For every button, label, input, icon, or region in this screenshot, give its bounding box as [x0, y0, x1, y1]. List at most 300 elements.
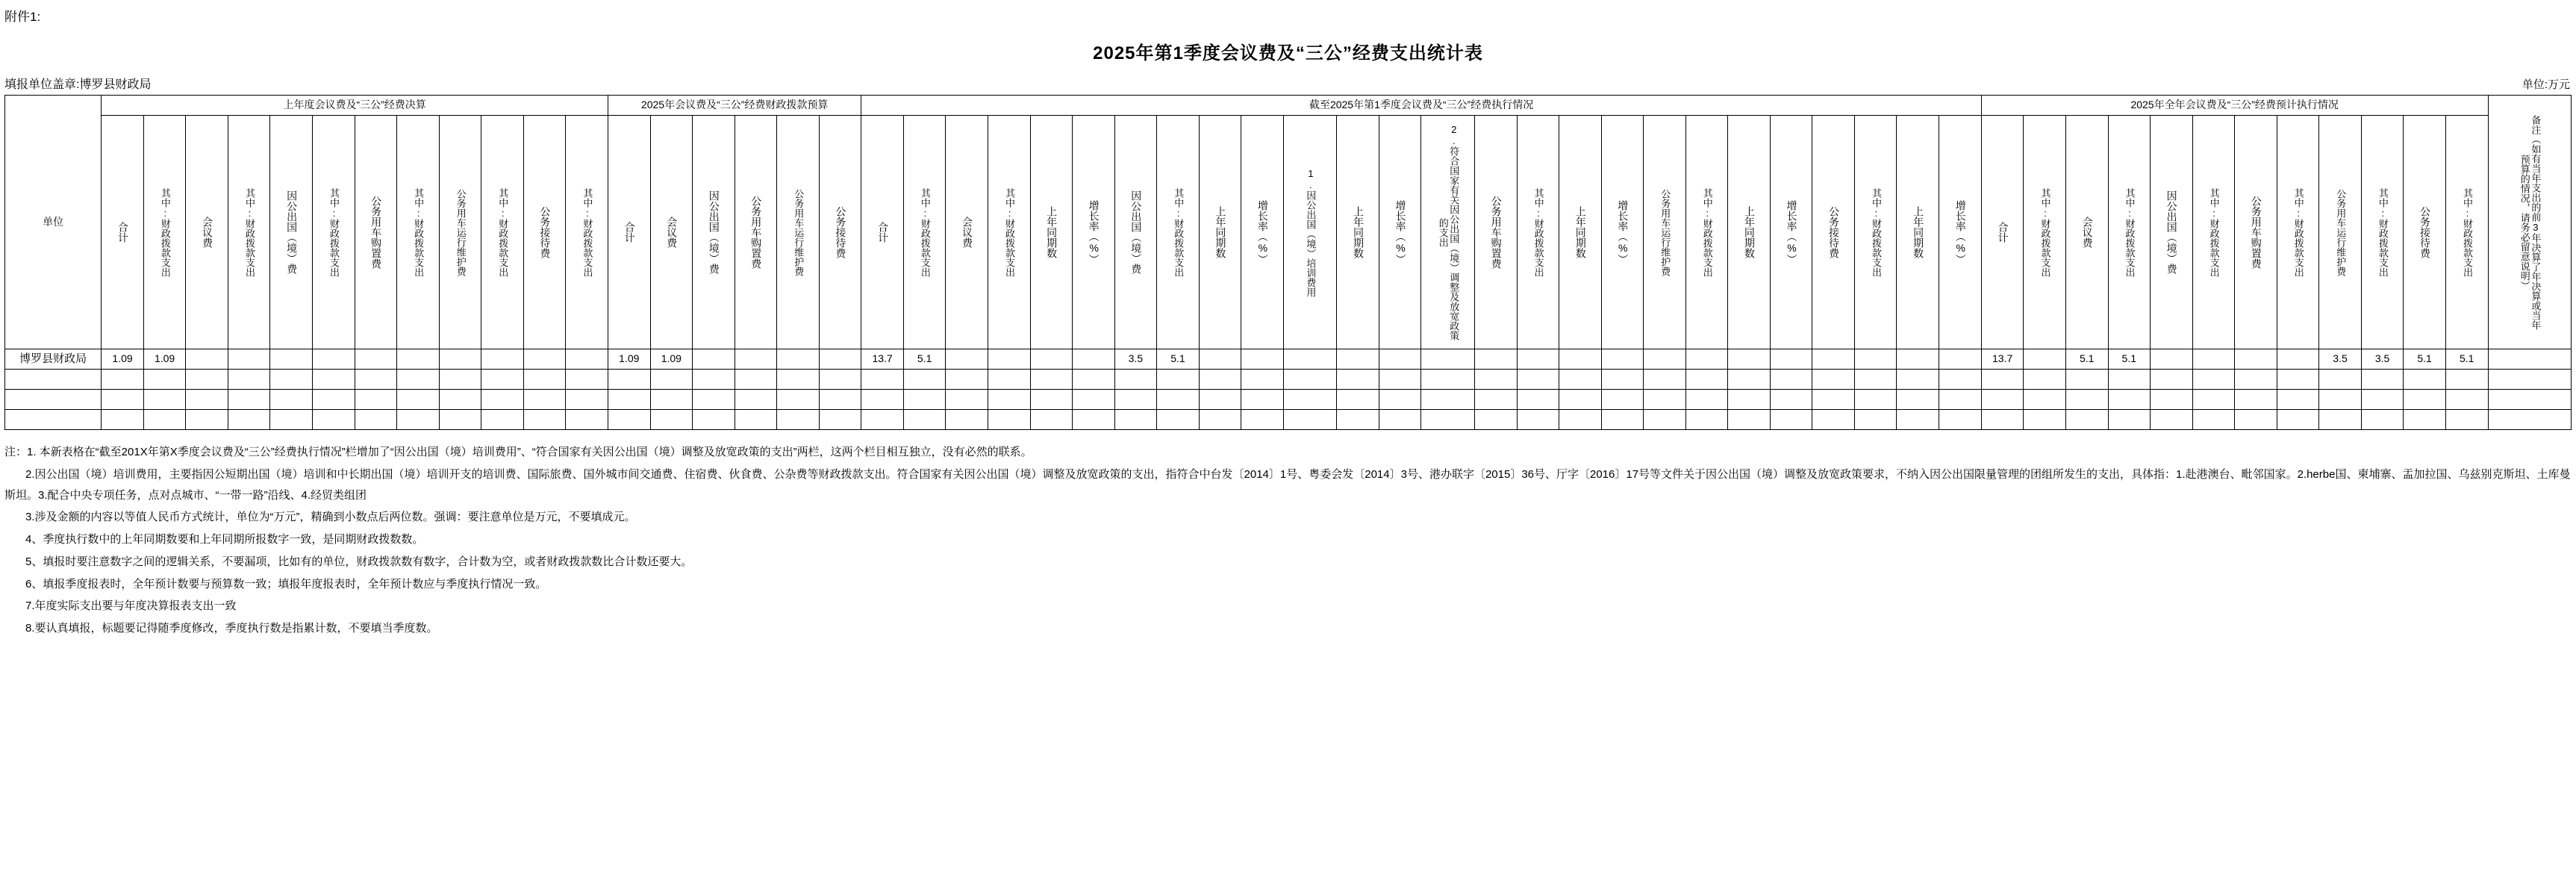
cell-g3-15[interactable] — [1517, 390, 1559, 410]
cell-g2-2[interactable] — [693, 410, 735, 430]
col-label: 公务用车购置费 — [1490, 196, 1503, 269]
cell-g2-0[interactable] — [608, 390, 651, 410]
cell-g3-18[interactable] — [1644, 410, 1686, 430]
cell-g3-22[interactable] — [1812, 410, 1855, 430]
cell-g3-25[interactable] — [1939, 370, 1982, 390]
cell-g4-9[interactable] — [2361, 410, 2404, 430]
col-label: 增长率（%） — [1088, 200, 1100, 264]
cell-g4-0[interactable]: 13.7 — [1981, 349, 2024, 370]
cell-g1-9[interactable] — [481, 370, 524, 390]
cell-remark[interactable] — [2488, 349, 2571, 370]
col-g1-8 — [439, 116, 481, 349]
cell-g3-19[interactable] — [1685, 349, 1728, 370]
cell-g1-6[interactable] — [355, 410, 397, 430]
col-g3-22 — [1812, 116, 1855, 349]
cell-g4-4[interactable] — [2151, 410, 2193, 430]
cell-g3-7[interactable]: 5.1 — [1157, 349, 1200, 370]
cell-g3-2[interactable] — [946, 410, 988, 430]
cell-g3-3[interactable] — [988, 370, 1030, 390]
cell-g4-1[interactable] — [2024, 390, 2066, 410]
col-label: 公务用车购置费 — [2250, 196, 2262, 269]
col-label: 增长率（%） — [1786, 200, 1798, 264]
col-g3-9 — [1241, 116, 1284, 349]
cell-g3-25[interactable] — [1939, 410, 1982, 430]
cell-g3-25[interactable] — [1939, 349, 1982, 370]
cell-unit[interactable]: 博罗县财政局 — [5, 349, 102, 370]
cell-g1-3[interactable] — [228, 410, 270, 430]
cell-g4-8[interactable] — [2319, 370, 2362, 390]
cell-g3-5[interactable] — [1073, 390, 1115, 410]
cell-g1-1[interactable]: 1.09 — [143, 349, 186, 370]
table-body — [5, 349, 2572, 430]
cell-g1-9[interactable] — [481, 390, 524, 410]
col-g3-8 — [1199, 116, 1241, 349]
cell-g3-4[interactable] — [1030, 410, 1073, 430]
col-g4-4 — [2151, 116, 2193, 349]
cell-remark[interactable] — [2488, 370, 2571, 390]
cell-g3-18[interactable] — [1644, 349, 1686, 370]
cell-g3-1[interactable] — [903, 410, 946, 430]
cell-g2-4[interactable] — [777, 370, 820, 390]
cell-g1-9[interactable] — [481, 349, 524, 370]
cell-g3-12[interactable] — [1379, 349, 1421, 370]
col-label: 其中:财政拨款支出 — [1532, 187, 1544, 277]
cell-g3-4[interactable] — [1030, 349, 1073, 370]
cell-g3-23[interactable] — [1854, 390, 1897, 410]
cell-g1-2[interactable] — [186, 390, 228, 410]
cell-g3-14[interactable] — [1475, 349, 1518, 370]
cell-g3-8[interactable] — [1199, 410, 1241, 430]
cell-g2-4[interactable] — [777, 410, 820, 430]
cell-g3-12[interactable] — [1379, 370, 1421, 390]
cell-g3-20[interactable] — [1728, 349, 1771, 370]
cell-g1-2[interactable] — [186, 349, 228, 370]
cell-g4-6[interactable] — [2235, 390, 2277, 410]
cell-g4-2[interactable] — [2065, 370, 2108, 390]
col-label: 因公出国（境）费 — [1130, 190, 1143, 274]
group-header-row — [5, 96, 2572, 116]
col-label: 增长率（%） — [1617, 200, 1630, 264]
col-label: 会议费 — [961, 217, 974, 248]
cell-g2-4[interactable] — [777, 349, 820, 370]
cell-g1-6[interactable] — [355, 349, 397, 370]
col-g4-5 — [2192, 116, 2235, 349]
cell-g3-23[interactable] — [1854, 349, 1897, 370]
cell-g2-2[interactable] — [693, 370, 735, 390]
cell-g1-6[interactable] — [355, 370, 397, 390]
cell-g3-14[interactable] — [1475, 410, 1518, 430]
cell-g3-21[interactable] — [1770, 370, 1812, 390]
cell-g3-0[interactable]: 13.7 — [861, 349, 904, 370]
col-label: 其中:财政拨款支出 — [1004, 187, 1016, 277]
cell-g1-3[interactable] — [228, 370, 270, 390]
cell-g3-10[interactable] — [1283, 390, 1337, 410]
cell-g3-21[interactable] — [1770, 349, 1812, 370]
cell-g4-5[interactable] — [2192, 410, 2235, 430]
cell-g3-9[interactable] — [1241, 410, 1284, 430]
cell-g4-8[interactable]: 3.5 — [2319, 349, 2362, 370]
cell-g1-4[interactable] — [270, 370, 313, 390]
col-g4-7 — [2277, 116, 2319, 349]
cell-g4-3[interactable] — [2108, 410, 2151, 430]
cell-g4-10[interactable] — [2404, 410, 2446, 430]
cell-g1-10[interactable] — [523, 370, 566, 390]
cell-g3-18[interactable] — [1644, 390, 1686, 410]
cell-g4-1[interactable] — [2024, 349, 2066, 370]
col-g2-1 — [650, 116, 693, 349]
cell-g4-0[interactable] — [1981, 390, 2024, 410]
cell-g1-0[interactable] — [102, 390, 144, 410]
cell-g4-7[interactable] — [2277, 370, 2319, 390]
cell-g2-5[interactable] — [819, 370, 861, 390]
cell-g3-15[interactable] — [1517, 370, 1559, 390]
col-label: 公务接待费 — [2418, 206, 2431, 258]
cell-g3-15[interactable] — [1517, 349, 1559, 370]
cell-g4-4[interactable] — [2151, 349, 2193, 370]
cell-g4-4[interactable] — [2151, 390, 2193, 410]
cell-g4-3[interactable]: 5.1 — [2108, 349, 2151, 370]
cell-g2-1[interactable] — [650, 370, 693, 390]
cell-g3-10[interactable] — [1283, 370, 1337, 390]
cell-g3-0[interactable] — [861, 410, 904, 430]
cell-g2-1[interactable] — [650, 390, 693, 410]
cell-g4-11[interactable] — [2445, 370, 2488, 390]
col-g1-5 — [313, 116, 355, 349]
cell-g2-1[interactable] — [650, 410, 693, 430]
cell-g3-3[interactable] — [988, 390, 1030, 410]
cell-g3-6[interactable]: 3.5 — [1114, 349, 1157, 370]
cell-g1-5[interactable] — [313, 349, 355, 370]
cell-g3-15[interactable] — [1517, 410, 1559, 430]
cell-g3-11[interactable] — [1337, 390, 1379, 410]
col-label: 公务接待费 — [835, 206, 847, 258]
cell-g2-3[interactable] — [735, 410, 777, 430]
amount-unit-label: 单位:万元 — [2522, 78, 2570, 91]
cell-g3-22[interactable] — [1812, 370, 1855, 390]
cell-g2-1[interactable]: 1.09 — [650, 349, 693, 370]
cell-g2-0[interactable] — [608, 410, 651, 430]
document-page — [0, 6, 2576, 869]
cell-g2-3[interactable] — [735, 370, 777, 390]
cell-g3-6[interactable] — [1114, 390, 1157, 410]
col-g3-14 — [1475, 116, 1518, 349]
col-g1-7 — [397, 116, 440, 349]
col-label: 合计 — [1997, 222, 2009, 243]
cell-g4-1[interactable] — [2024, 370, 2066, 390]
cell-g3-16[interactable] — [1559, 370, 1602, 390]
cell-g3-0[interactable] — [861, 390, 904, 410]
cell-g1-7[interactable] — [397, 349, 440, 370]
col-g1-0 — [102, 116, 144, 349]
cell-g3-24[interactable] — [1897, 370, 1939, 390]
cell-g1-10[interactable] — [523, 349, 566, 370]
cell-g4-7[interactable] — [2277, 410, 2319, 430]
cell-g2-2[interactable] — [693, 349, 735, 370]
col-g4-6 — [2235, 116, 2277, 349]
cell-g1-7[interactable] — [397, 410, 440, 430]
cell-g1-0[interactable] — [102, 370, 144, 390]
cell-g3-7[interactable] — [1157, 370, 1200, 390]
cell-g1-7[interactable] — [397, 370, 440, 390]
col-g3-0 — [861, 116, 904, 349]
col-g1-4 — [270, 116, 313, 349]
col-g3-17 — [1601, 116, 1644, 349]
cell-g4-0[interactable] — [1981, 370, 2024, 390]
cell-g3-13[interactable] — [1421, 390, 1475, 410]
cell-g3-12[interactable] — [1379, 410, 1421, 430]
cell-g4-3[interactable] — [2108, 370, 2151, 390]
cell-g3-8[interactable] — [1199, 349, 1241, 370]
cell-g1-8[interactable] — [439, 349, 481, 370]
cell-g3-6[interactable] — [1114, 370, 1157, 390]
cell-g4-5[interactable] — [2192, 349, 2235, 370]
col-g3-21 — [1770, 116, 1812, 349]
cell-g4-11[interactable]: 5.1 — [2445, 349, 2488, 370]
cell-g2-5[interactable] — [819, 390, 861, 410]
cell-g1-10[interactable] — [523, 390, 566, 410]
table-row[interactable] — [5, 349, 2572, 370]
col-label: 2.符合国家有关因公出国（境）调整及放宽政策的支出 — [1437, 124, 1460, 340]
cell-g3-2[interactable] — [946, 390, 988, 410]
cell-g4-3[interactable] — [2108, 390, 2151, 410]
cell-g1-8[interactable] — [439, 370, 481, 390]
table-row[interactable] — [5, 390, 2572, 410]
col-g3-20 — [1728, 116, 1771, 349]
cell-g4-9[interactable] — [2361, 370, 2404, 390]
cell-g3-8[interactable] — [1199, 370, 1241, 390]
cell-remark[interactable] — [2488, 390, 2571, 410]
cell-g4-9[interactable] — [2361, 390, 2404, 410]
cell-g3-14[interactable] — [1475, 370, 1518, 390]
col-label: 其中:财政拨款支出 — [1870, 187, 1882, 277]
col-g4-3 — [2108, 116, 2151, 349]
cell-g3-23[interactable] — [1854, 370, 1897, 390]
cell-g3-24[interactable] — [1897, 349, 1939, 370]
cell-g3-2[interactable] — [946, 349, 988, 370]
col-g3-2 — [946, 116, 988, 349]
col-label: 其中:财政拨款支出 — [2292, 187, 2304, 277]
cell-g1-11[interactable] — [566, 349, 608, 370]
cell-g1-1[interactable] — [143, 390, 186, 410]
cell-g1-5[interactable] — [313, 390, 355, 410]
cell-g1-11[interactable] — [566, 410, 608, 430]
cell-g3-17[interactable] — [1601, 349, 1644, 370]
cell-g3-20[interactable] — [1728, 370, 1771, 390]
cell-g3-2[interactable] — [946, 370, 988, 390]
cell-g1-3[interactable] — [228, 390, 270, 410]
col-label: 会议费 — [201, 217, 213, 248]
cell-g4-11[interactable] — [2445, 410, 2488, 430]
cell-unit[interactable] — [5, 410, 102, 430]
cell-g3-11[interactable] — [1337, 349, 1379, 370]
cell-g1-0[interactable] — [102, 410, 144, 430]
cell-g3-14[interactable] — [1475, 390, 1518, 410]
cell-unit[interactable] — [5, 370, 102, 390]
cell-g3-19[interactable] — [1685, 390, 1728, 410]
cell-g3-4[interactable] — [1030, 390, 1073, 410]
cell-g1-1[interactable] — [143, 410, 186, 430]
cell-g3-3[interactable] — [988, 410, 1030, 430]
col-remark — [2488, 96, 2571, 349]
col-g3-10 — [1283, 116, 1337, 349]
cell-g3-10[interactable] — [1283, 410, 1337, 430]
cell-g2-0[interactable] — [608, 370, 651, 390]
cell-g1-10[interactable] — [523, 410, 566, 430]
cell-g3-1[interactable]: 5.1 — [903, 349, 946, 370]
cell-g4-7[interactable] — [2277, 349, 2319, 370]
cell-g1-2[interactable] — [186, 370, 228, 390]
col-g3-5 — [1073, 116, 1115, 349]
cell-g3-19[interactable] — [1685, 370, 1728, 390]
cell-g4-4[interactable] — [2151, 370, 2193, 390]
cell-g3-19[interactable] — [1685, 410, 1728, 430]
cell-g3-20[interactable] — [1728, 410, 1771, 430]
cell-g1-8[interactable] — [439, 390, 481, 410]
cell-g3-23[interactable] — [1854, 410, 1897, 430]
cell-g3-21[interactable] — [1770, 390, 1812, 410]
cell-g1-2[interactable] — [186, 410, 228, 430]
cell-g3-13[interactable] — [1421, 370, 1475, 390]
cell-remark[interactable] — [2488, 410, 2571, 430]
col-label: 其中:财政拨款支出 — [497, 187, 509, 277]
cell-unit[interactable] — [5, 390, 102, 410]
cell-g4-6[interactable] — [2235, 410, 2277, 430]
meta-row — [0, 75, 2576, 95]
cell-g3-11[interactable] — [1337, 370, 1379, 390]
cell-g3-3[interactable] — [988, 349, 1030, 370]
cell-g3-18[interactable] — [1644, 370, 1686, 390]
cell-g3-12[interactable] — [1379, 390, 1421, 410]
cell-g3-6[interactable] — [1114, 410, 1157, 430]
cell-g3-16[interactable] — [1559, 349, 1602, 370]
col-label: 其中:财政拨款支出 — [2377, 187, 2389, 277]
col-label: 其中:财政拨款支出 — [2208, 187, 2220, 277]
cell-g3-22[interactable] — [1812, 390, 1855, 410]
cell-g3-9[interactable] — [1241, 390, 1284, 410]
cell-g3-24[interactable] — [1897, 390, 1939, 410]
cell-g2-5[interactable] — [819, 349, 861, 370]
cell-g4-6[interactable] — [2235, 349, 2277, 370]
cell-g2-5[interactable] — [819, 410, 861, 430]
cell-g3-13[interactable] — [1421, 349, 1475, 370]
col-g2-2 — [693, 116, 735, 349]
cell-g3-9[interactable] — [1241, 349, 1284, 370]
cell-g4-2[interactable]: 5.1 — [2065, 349, 2108, 370]
col-label: 公务用车运行维护费 — [455, 188, 467, 276]
col-label: 公务用车运行维护费 — [1659, 188, 1671, 276]
cell-g3-11[interactable] — [1337, 410, 1379, 430]
cell-g1-4[interactable] — [270, 349, 313, 370]
cell-g3-17[interactable] — [1601, 370, 1644, 390]
cell-g3-0[interactable] — [861, 370, 904, 390]
cell-g3-5[interactable] — [1073, 410, 1115, 430]
cell-g3-7[interactable] — [1157, 410, 1200, 430]
cell-g4-5[interactable] — [2192, 390, 2235, 410]
cell-g1-11[interactable] — [566, 390, 608, 410]
cell-g4-1[interactable] — [2024, 410, 2066, 430]
col-g3-15 — [1517, 116, 1559, 349]
cell-g4-10[interactable]: 5.1 — [2404, 349, 2446, 370]
cell-g3-13[interactable] — [1421, 410, 1475, 430]
cell-g4-0[interactable] — [1981, 410, 2024, 430]
cell-g2-3[interactable] — [735, 349, 777, 370]
cell-g2-0[interactable]: 1.09 — [608, 349, 651, 370]
col-label: 上年同期数 — [1046, 206, 1058, 258]
cell-g1-5[interactable] — [313, 410, 355, 430]
cell-g4-8[interactable] — [2319, 410, 2362, 430]
note-line: 7.年度实际支出要与年度决算报表支出一致 — [25, 599, 237, 613]
cell-g1-6[interactable] — [355, 390, 397, 410]
cell-g1-5[interactable] — [313, 370, 355, 390]
cell-g1-1[interactable] — [143, 370, 186, 390]
cell-g3-16[interactable] — [1559, 410, 1602, 430]
col-label: 1.因公出国（境）培训费用 — [1305, 167, 1317, 297]
cell-g3-1[interactable] — [903, 370, 946, 390]
cell-g3-8[interactable] — [1199, 390, 1241, 410]
cell-g4-10[interactable] — [2404, 370, 2446, 390]
cell-g2-3[interactable] — [735, 390, 777, 410]
cell-g1-8[interactable] — [439, 410, 481, 430]
cell-g3-1[interactable] — [903, 390, 946, 410]
cell-g3-17[interactable] — [1601, 410, 1644, 430]
cell-g4-5[interactable] — [2192, 370, 2235, 390]
cell-g3-10[interactable] — [1283, 349, 1337, 370]
cell-g4-2[interactable] — [2065, 390, 2108, 410]
cell-g4-10[interactable] — [2404, 390, 2446, 410]
col-g3-4 — [1030, 116, 1073, 349]
cell-g3-4[interactable] — [1030, 370, 1073, 390]
col-label: 公务用车运行维护费 — [793, 188, 805, 276]
cell-g3-24[interactable] — [1897, 410, 1939, 430]
col-g3-12 — [1379, 116, 1421, 349]
col-label: 合计 — [623, 222, 636, 243]
cell-g1-0[interactable]: 1.09 — [102, 349, 144, 370]
col-label: 公务接待费 — [1828, 206, 1840, 258]
cell-g4-11[interactable] — [2445, 390, 2488, 410]
cell-g3-5[interactable] — [1073, 370, 1115, 390]
cell-g1-3[interactable] — [228, 349, 270, 370]
cell-g3-17[interactable] — [1601, 390, 1644, 410]
cell-g2-2[interactable] — [693, 390, 735, 410]
cell-g4-6[interactable] — [2235, 370, 2277, 390]
cell-g1-7[interactable] — [397, 390, 440, 410]
cell-g3-7[interactable] — [1157, 390, 1200, 410]
cell-g3-21[interactable] — [1770, 410, 1812, 430]
col-g2-4 — [777, 116, 820, 349]
cell-g3-20[interactable] — [1728, 390, 1771, 410]
cell-g4-9[interactable]: 3.5 — [2361, 349, 2404, 370]
table-row[interactable] — [5, 410, 2572, 430]
table-row[interactable] — [5, 370, 2572, 390]
cell-g3-25[interactable] — [1939, 390, 1982, 410]
cell-g1-9[interactable] — [481, 410, 524, 430]
cell-g3-5[interactable] — [1073, 349, 1115, 370]
cell-g3-22[interactable] — [1812, 349, 1855, 370]
col-g4-9 — [2361, 116, 2404, 349]
cell-g1-4[interactable] — [270, 390, 313, 410]
group-full-year-estimate: 2025年全年会议费及“三公”经费预计执行情况 — [1981, 96, 2488, 116]
cell-g3-9[interactable] — [1241, 370, 1284, 390]
col-g3-13 — [1421, 116, 1475, 349]
cell-g4-2[interactable] — [2065, 410, 2108, 430]
cell-g1-4[interactable] — [270, 410, 313, 430]
cell-g4-8[interactable] — [2319, 390, 2362, 410]
cell-g1-11[interactable] — [566, 370, 608, 390]
cell-g2-4[interactable] — [777, 390, 820, 410]
sub-header-row — [5, 116, 2572, 349]
cell-g4-7[interactable] — [2277, 390, 2319, 410]
cell-g3-16[interactable] — [1559, 390, 1602, 410]
